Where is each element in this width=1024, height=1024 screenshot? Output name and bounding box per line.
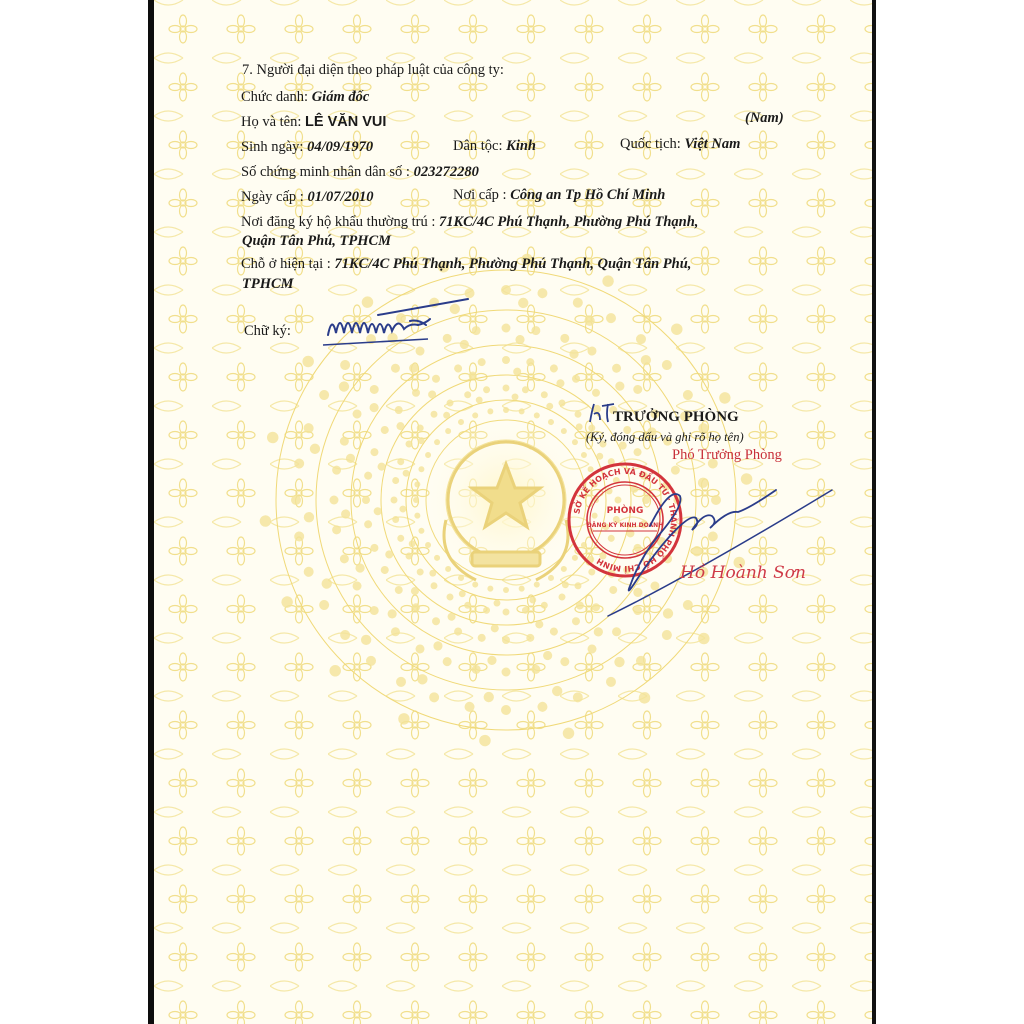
nationality-label: Quốc tịch: <box>620 136 681 152</box>
current-address-row <box>241 255 691 273</box>
ethnicity-label: Dân tộc: <box>453 138 503 154</box>
ethnicity-row <box>453 137 536 155</box>
residence-label: Nơi đăng ký hộ khẩu thường trú : <box>241 214 436 230</box>
scan-border-right <box>872 0 876 1024</box>
stamp-center-bottom: ĐĂNG KÝ KINH DOANH <box>586 522 664 529</box>
title-value: Giám đốc <box>311 89 370 105</box>
id-label: Số chứng minh nhân dân số : <box>241 164 410 180</box>
signature-label: Chữ ký: <box>244 323 291 339</box>
ethnicity-value: Kinh <box>506 138 536 154</box>
authority-title: TRƯỞNG PHÒNG <box>613 409 739 425</box>
id-row <box>241 163 479 181</box>
residence-value-line1: 71KC/4C Phú Thạnh, Phường Phú Thạnh, <box>438 214 699 230</box>
nationality-value: Việt Nam <box>684 136 741 152</box>
deputy-title: Phó Trưởng Phòng <box>672 447 782 463</box>
current-address-line2: TPHCM <box>242 276 294 292</box>
title-label: Chức danh: <box>241 89 309 105</box>
issue-date-row <box>241 188 374 206</box>
section-heading: 7. Người đại diện theo pháp luật của công ty: <box>242 62 504 78</box>
current-address-label: Chỗ ở hiện tại : <box>241 256 331 272</box>
name-value: LÊ VĂN VUI <box>305 114 387 130</box>
stamp-center-top: PHÒNG <box>606 506 644 516</box>
dob-value: 04/09/1970 <box>307 139 374 155</box>
id-value: 023272280 <box>413 164 479 180</box>
dob-label: Sinh ngày: <box>241 139 304 155</box>
official-signature-icon <box>600 466 840 626</box>
representative-signature-icon <box>318 295 478 360</box>
issue-date-value: 01/07/2010 <box>307 189 374 205</box>
current-address-line1: 71KC/4C Phú Thạnh, Phường Phú Thạnh, Quận Tân Phú, <box>334 256 692 272</box>
residence-row <box>241 213 698 231</box>
nationality-row <box>620 135 740 153</box>
kt-handwritten-prefix-icon <box>586 400 616 426</box>
issue-place-row <box>453 186 665 204</box>
dob-row <box>241 138 373 156</box>
issue-date-label: Ngày cấp : <box>241 189 304 205</box>
name-row <box>241 113 386 131</box>
title-row <box>241 88 369 106</box>
authority-instruction: (Ký, đóng dấu và ghi rõ họ tên) <box>586 430 744 444</box>
name-label: Họ và tên: <box>241 114 302 130</box>
issue-place-label: Nơi cấp : <box>453 187 507 203</box>
signer-name: Hồ Hoành Sơn <box>680 563 806 583</box>
residence-value-line2: Quận Tân Phú, TPHCM <box>242 233 392 249</box>
issue-place-value: Công an Tp Hồ Chí Minh <box>510 187 666 203</box>
gender-value: (Nam) <box>745 110 784 126</box>
stamp-outer-text: SỞ KẾ HOẠCH VÀ ĐẦU TƯ · THÀNH PHỐ HỒ CHÍ MINH <box>572 466 679 574</box>
